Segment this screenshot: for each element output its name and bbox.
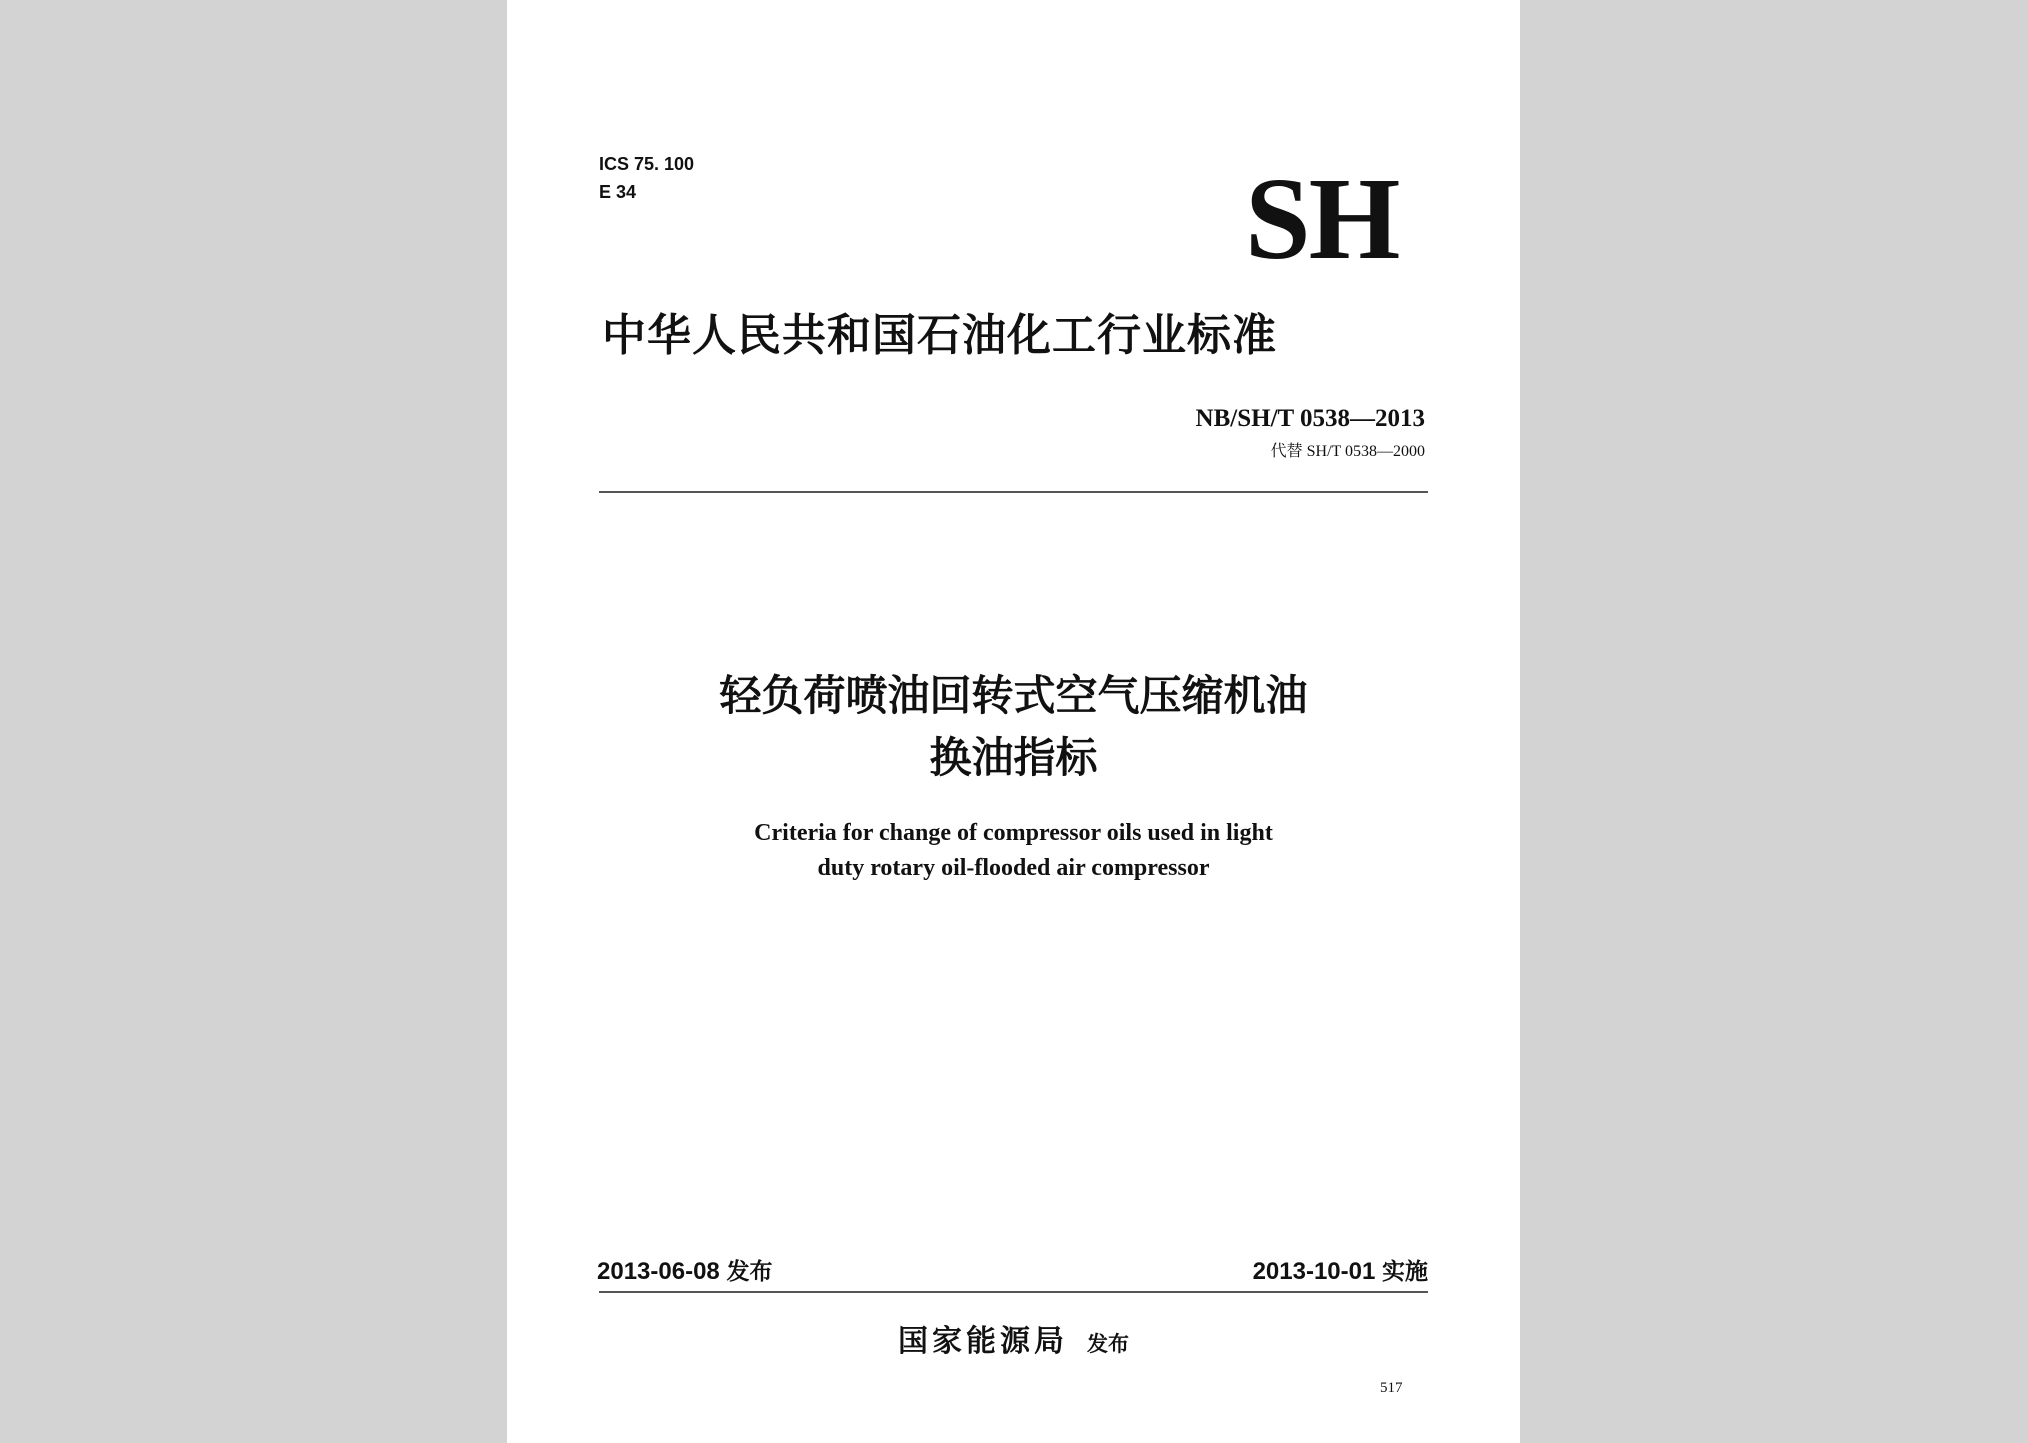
issuer-block (507, 1324, 1520, 1359)
issuer-label: 发布 (1087, 1332, 1130, 1356)
page-number: 517 (1380, 1380, 1403, 1396)
standard-category: 中华人民共和国石油化工行业标准 (602, 310, 1277, 361)
issue-date-block (597, 1260, 772, 1284)
title-cn-line-2: 换油指标 (929, 733, 1098, 782)
replaces-standard: 代替 SH/T 0538—2000 (1270, 443, 1425, 460)
standard-number: NB/SH/T 0538—2013 (1195, 405, 1425, 432)
footer-divider (599, 1291, 1428, 1293)
document-page (507, 0, 1520, 1443)
issue-date: 2013-06-08 (597, 1258, 720, 1285)
header-divider (599, 491, 1428, 493)
implement-date: 2013-10-01 (1252, 1258, 1376, 1285)
implement-date-block (1253, 1260, 1428, 1284)
title-en-line-1: Criteria for change of compressor oils used in light (754, 820, 1273, 846)
implement-label: 实施 (1382, 1259, 1428, 1285)
ics-code: ICS 75. 100 (599, 154, 695, 174)
issue-label: 发布 (726, 1259, 773, 1285)
title-en-line-2: duty rotary oil-flooded air compressor (817, 855, 1210, 881)
issuer-name: 国家能源局 (897, 1324, 1068, 1359)
sh-logo: SH (1245, 153, 1399, 284)
title-cn-line-1: 轻负荷喷油回转式空气压缩机油 (719, 671, 1308, 720)
ccs-code: E 34 (599, 182, 637, 202)
